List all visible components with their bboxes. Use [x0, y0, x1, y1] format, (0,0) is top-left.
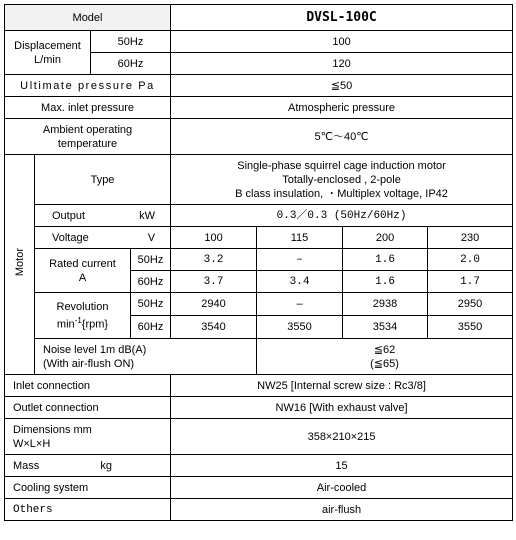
row-cooling — [5, 477, 513, 499]
row-model — [5, 5, 513, 31]
dimensions-label — [5, 419, 171, 455]
motor-type-line3: B class insulation, ・Multiplex voltage, IP42 — [235, 187, 448, 200]
ambient-value: 5℃～40℃ — [171, 119, 513, 155]
row-ultimate-pressure — [5, 75, 513, 97]
revolution-60-3: 3534 — [343, 316, 428, 339]
others-label: Others — [5, 499, 171, 521]
mass-label: Mass — [13, 459, 40, 472]
motor-type-value — [171, 155, 513, 205]
revolution-50-2: – — [257, 293, 343, 316]
revolution-50-3: 2938 — [343, 293, 428, 316]
voltage-unit: V — [147, 231, 156, 244]
ambient-label-line1: Ambient operating — [42, 123, 133, 136]
voltage-value-1: 100 — [171, 227, 257, 249]
mass-label-cell — [5, 455, 171, 477]
output-unit: kW — [139, 209, 156, 222]
motor-label-text: Motor — [13, 248, 26, 277]
voltage-value-4: 230 — [428, 227, 513, 249]
cooling-label: Cooling system — [5, 477, 171, 499]
dimensions-label-line2: W×L×H — [13, 437, 51, 450]
current-50-3: 1.6 — [343, 249, 428, 271]
inlet-connection-value: NW25 [Internal screw size : Rc3/8] — [171, 375, 513, 397]
noise-label-line1: Noise level 1m dB(A) — [43, 343, 147, 356]
displacement-freq-50: 50Hz — [91, 31, 171, 53]
revolution-50-1: 2940 — [171, 293, 257, 316]
revolution-60-1: 3540 — [171, 316, 257, 339]
row-mass — [5, 455, 513, 477]
row-noise — [5, 339, 513, 375]
mass-unit: kg — [100, 459, 113, 472]
revolution-freq-50: 50Hz — [131, 293, 171, 316]
row-ambient — [5, 119, 513, 155]
displacement-label-line2: L/min — [34, 53, 61, 66]
row-current-50 — [5, 249, 513, 271]
others-value: air-flush — [171, 499, 513, 521]
row-motor-type — [5, 155, 513, 205]
motor-label — [5, 155, 35, 375]
row-displacement-50 — [5, 31, 513, 53]
row-revolution-50 — [5, 293, 513, 316]
voltage-label-cell — [35, 227, 171, 249]
ambient-label — [5, 119, 171, 155]
displacement-label-line1: Displacement — [14, 39, 81, 52]
voltage-label: Voltage — [52, 231, 89, 244]
row-outlet-connection — [5, 397, 513, 419]
current-50-2: – — [257, 249, 343, 271]
output-label: Output — [52, 209, 86, 222]
motor-type-label: Type — [35, 155, 171, 205]
row-inlet-connection — [5, 375, 513, 397]
revolution-unit-suffix: {rpm} — [81, 318, 109, 331]
output-label-cell — [35, 205, 171, 227]
current-label — [35, 249, 131, 293]
row-motor-voltage — [5, 227, 513, 249]
voltage-value-3: 200 — [343, 227, 428, 249]
current-label-line1: Rated current — [49, 257, 116, 270]
row-motor-output — [5, 205, 513, 227]
output-value: 0.3／0.3 (50Hz/60Hz) — [171, 205, 513, 227]
dimensions-value: 358×210×215 — [171, 419, 513, 455]
current-freq-60: 60Hz — [131, 271, 171, 293]
inlet-pressure-label: Max. inlet pressure — [5, 97, 171, 119]
model-label: Model — [5, 5, 171, 31]
row-inlet-pressure — [5, 97, 513, 119]
current-50-1: 3.2 — [171, 249, 257, 271]
revolution-label — [35, 293, 131, 339]
revolution-60-2: 3550 — [257, 316, 343, 339]
ambient-label-line2: temperature — [57, 137, 118, 150]
row-dimensions — [5, 419, 513, 455]
current-freq-50: 50Hz — [131, 249, 171, 271]
noise-value-line1: ≦62 — [373, 343, 396, 356]
displacement-freq-60: 60Hz — [91, 53, 171, 75]
model-value: DVSL-100C — [171, 5, 513, 31]
outlet-connection-label: Outlet connection — [5, 397, 171, 419]
current-60-4: 1.7 — [428, 271, 513, 293]
ultimate-pressure-value: ≦50 — [171, 75, 513, 97]
motor-type-line2: Totally-enclosed , 2-pole — [282, 173, 401, 186]
mass-value: 15 — [171, 455, 513, 477]
revolution-freq-60: 60Hz — [131, 316, 171, 339]
current-label-line2: A — [78, 271, 87, 284]
noise-value — [257, 339, 513, 375]
inlet-pressure-value: Atmospheric pressure — [171, 97, 513, 119]
revolution-unit-sup: -1 — [74, 315, 82, 325]
revolution-label-line1: Revolution — [56, 300, 109, 313]
voltage-value-2: 115 — [257, 227, 343, 249]
revolution-60-4: 3550 — [428, 316, 513, 339]
displacement-value-50: 100 — [171, 31, 513, 53]
motor-type-line1: Single-phase squirrel cage induction motor — [237, 159, 446, 172]
revolution-label-line2 — [38, 314, 127, 332]
noise-value-line2: (≦65) — [370, 357, 399, 370]
displacement-label — [5, 31, 91, 75]
current-60-1: 3.7 — [171, 271, 257, 293]
current-50-4: 2.0 — [428, 249, 513, 271]
revolution-50-4: 2950 — [428, 293, 513, 316]
noise-label-line2: (With air-flush ON) — [43, 357, 135, 370]
cooling-value: Air-cooled — [171, 477, 513, 499]
noise-label — [35, 339, 257, 375]
spec-table — [4, 4, 513, 521]
ultimate-pressure-label: Ultimate pressure Pa — [5, 75, 171, 97]
current-60-3: 1.6 — [343, 271, 428, 293]
current-60-2: 3.4 — [257, 271, 343, 293]
dimensions-label-line1: Dimensions mm — [13, 423, 92, 436]
row-others — [5, 499, 513, 521]
revolution-unit-prefix: min — [56, 318, 75, 331]
outlet-connection-value: NW16 [With exhaust valve] — [171, 397, 513, 419]
displacement-value-60: 120 — [171, 53, 513, 75]
inlet-connection-label: Inlet connection — [5, 375, 171, 397]
